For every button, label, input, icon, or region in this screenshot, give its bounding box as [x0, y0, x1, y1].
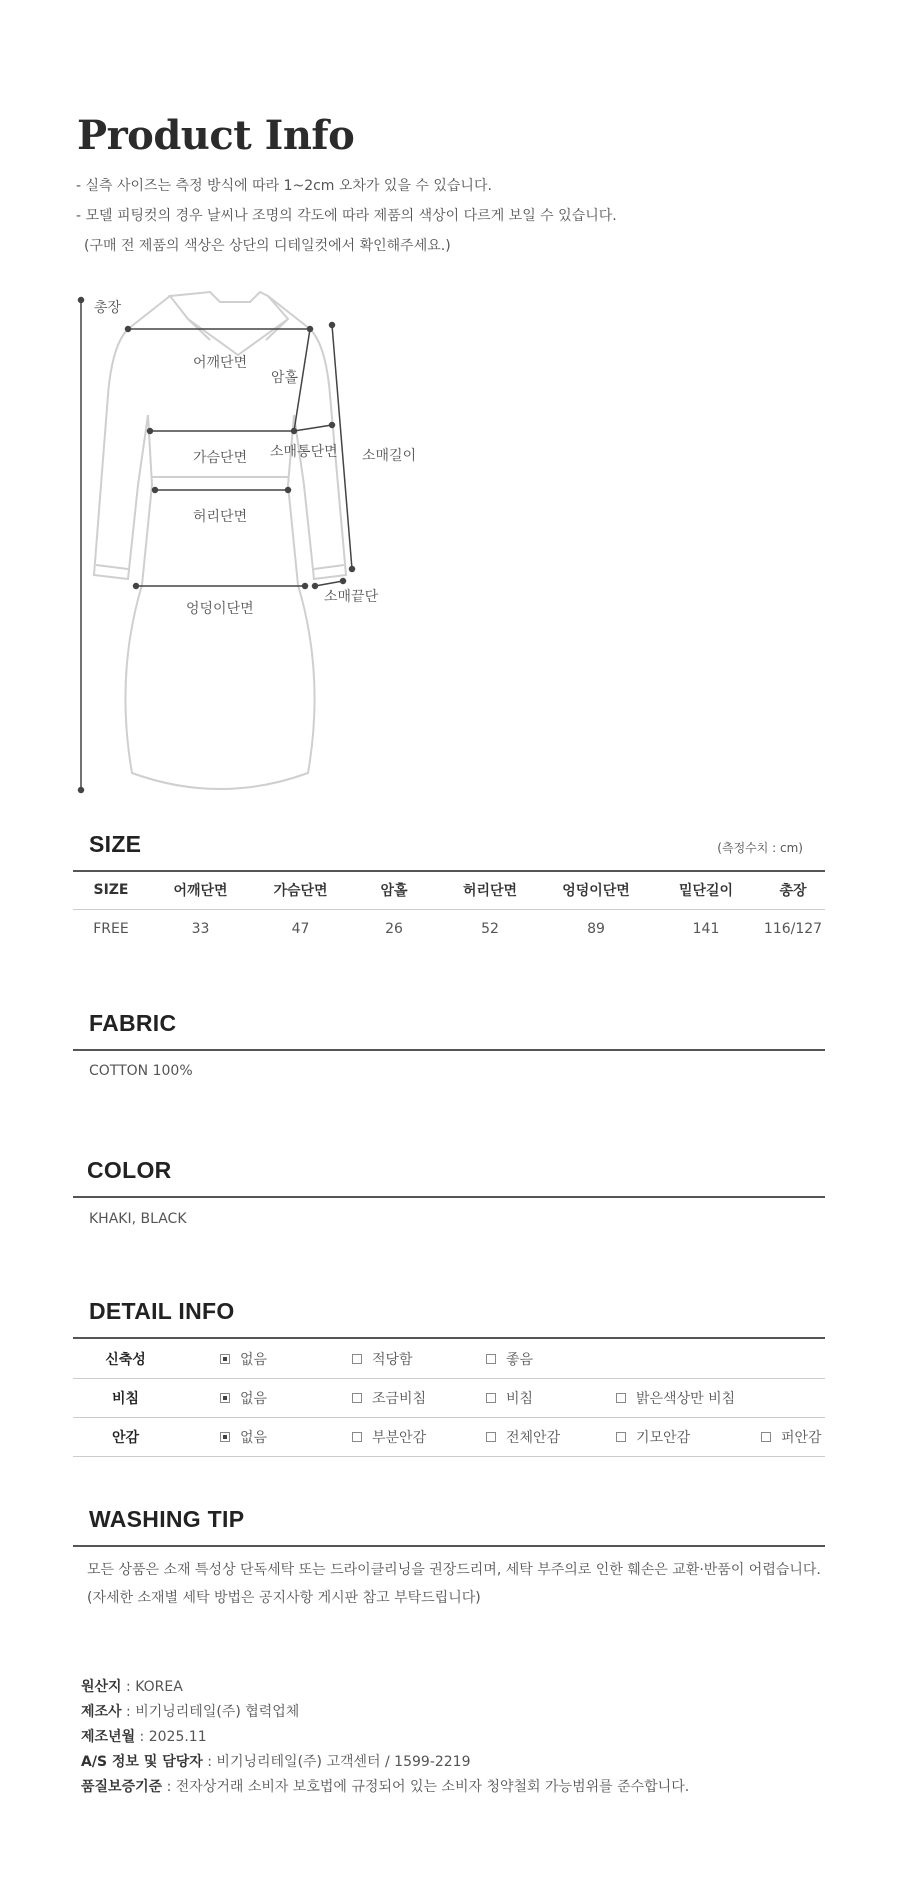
note-line: - 모델 피팅컷의 경우 날씨나 조명의 각도에 따라 제품의 색상이 다르게 보일 수 있습니다.: [76, 208, 617, 224]
option-label: 없음: [240, 1352, 268, 1368]
divider: [73, 1049, 825, 1051]
option-label: 밝은색상만 비침: [636, 1391, 736, 1407]
option-full-lining[interactable]: [486, 1427, 560, 1447]
note-line: (구매 전 제품의 색상은 상단의 디테일컷에서 확인해주세요.): [84, 238, 451, 254]
checkbox-icon[interactable]: [616, 1393, 626, 1403]
checkbox-icon[interactable]: [486, 1432, 496, 1442]
option-label: 적당함: [372, 1352, 413, 1368]
cell: 116/127: [763, 921, 823, 937]
checkbox-icon[interactable]: [352, 1393, 362, 1403]
info-manufacture-date: [81, 1727, 689, 1752]
header-cell: 총장: [761, 871, 825, 910]
option-good[interactable]: [486, 1349, 533, 1369]
option-fleece-lining[interactable]: [616, 1427, 690, 1447]
product-info-block: [81, 1677, 689, 1802]
option-label: 퍼안감: [781, 1430, 822, 1446]
info-value: : 비기닝리테일(주) 고객센터 / 1599-2219: [202, 1754, 471, 1770]
detail-label: 신축성: [73, 1340, 178, 1379]
detail-label: 비침: [73, 1379, 178, 1418]
table-header-row: [73, 871, 825, 910]
color-heading: COLOR: [87, 1157, 172, 1183]
info-quality-standard: [81, 1777, 689, 1802]
detail-table: [73, 1340, 825, 1457]
option-partial-lining[interactable]: [352, 1427, 426, 1447]
table-row: [73, 910, 825, 949]
label-waist: 허리단면: [193, 509, 248, 525]
info-manufacturer: [81, 1702, 689, 1727]
label-total-length: 총장: [94, 300, 122, 316]
washing-line: (자세한 소재별 세탁 방법은 공지사항 게시판 참고 부탁드립니다): [87, 1590, 481, 1606]
label-sleeve-width: 소매통단면: [270, 444, 338, 460]
checkbox-icon[interactable]: [486, 1354, 496, 1364]
option-label: 기모안감: [636, 1430, 691, 1446]
info-label: 품질보증기준: [81, 1779, 163, 1795]
option-none[interactable]: [220, 1349, 267, 1369]
info-origin: [81, 1677, 689, 1702]
checkbox-icon[interactable]: [352, 1432, 362, 1442]
cell: 33: [191, 921, 210, 937]
label-hip: 엉덩이단면: [186, 601, 254, 617]
header-cell: 밑단길이: [651, 871, 761, 910]
cell: 141: [692, 921, 720, 937]
option-sheer[interactable]: [486, 1388, 533, 1408]
cell: FREE: [93, 921, 129, 937]
washing-line: 모든 상품은 소재 특성상 단독세탁 또는 드라이클리닝을 권장드리며, 세탁 부주의로 인한 훼손은 교환·반품이 어렵습니다.: [87, 1562, 821, 1578]
label-sleeve-hem: 소매끝단: [324, 589, 379, 605]
detail-row-stretch: [73, 1340, 825, 1379]
option-label: 없음: [240, 1430, 268, 1446]
info-label: 제조사: [81, 1704, 122, 1720]
info-label: 제조년월: [81, 1729, 136, 1745]
size-heading: SIZE: [89, 831, 142, 857]
label-armhole: 암홀: [271, 370, 299, 386]
size-unit-note: (측정수치 : cm): [717, 841, 803, 855]
option-none[interactable]: [220, 1427, 267, 1447]
note-line: - 실측 사이즈는 측정 방식에 따라 1~2cm 오차가 있을 수 있습니다.: [76, 178, 492, 194]
cell: 26: [385, 921, 403, 937]
cell: 89: [587, 921, 605, 937]
divider: [73, 1545, 825, 1547]
label-sleeve-length: 소매길이: [362, 448, 417, 464]
washing-heading: WASHING TIP: [89, 1506, 245, 1532]
checkbox-checked-icon[interactable]: [220, 1432, 230, 1442]
checkbox-checked-icon[interactable]: [220, 1393, 230, 1403]
notes: [76, 176, 617, 266]
checkbox-checked-icon[interactable]: [220, 1354, 230, 1364]
fabric-heading: FABRIC: [89, 1010, 177, 1036]
option-label: 비침: [506, 1391, 534, 1407]
info-label: 원산지: [81, 1679, 122, 1695]
header-cell: 엉덩이단면: [541, 871, 651, 910]
measurement-diagram: [60, 285, 440, 805]
info-value: : KOREA: [121, 1679, 183, 1695]
info-value: : 전자상거래 소비자 보호법에 규정되어 있는 소비자 청약철회 가능범위를 준수합니다.: [162, 1779, 690, 1795]
header-cell: 어깨단면: [149, 871, 252, 910]
divider: [73, 1337, 825, 1339]
header-cell: SIZE: [73, 871, 149, 910]
option-label: 전체안감: [506, 1430, 561, 1446]
checkbox-icon[interactable]: [616, 1432, 626, 1442]
detail-row-lining: [73, 1418, 825, 1457]
detail-label: 안감: [73, 1418, 178, 1457]
option-label: 없음: [240, 1391, 268, 1407]
page-title: Product Info: [77, 112, 355, 159]
option-fur-lining[interactable]: [761, 1427, 822, 1447]
option-light-colors-sheer[interactable]: [616, 1388, 735, 1408]
info-as-contact: [81, 1752, 689, 1777]
option-none[interactable]: [220, 1388, 267, 1408]
info-value: : 2025.11: [135, 1729, 207, 1745]
washing-text: [87, 1560, 821, 1616]
info-value: : 비기닝리테일(주) 협력업체: [121, 1704, 300, 1720]
size-table: [73, 871, 825, 948]
detail-heading: DETAIL INFO: [89, 1298, 235, 1324]
header-cell: 가슴단면: [252, 871, 349, 910]
cell: 47: [291, 921, 310, 937]
color-value: KHAKI, BLACK: [89, 1211, 187, 1227]
detail-row-sheer: [73, 1379, 825, 1418]
label-chest: 가슴단면: [193, 450, 248, 466]
info-label: A/S 정보 및 담당자: [81, 1754, 203, 1770]
checkbox-icon[interactable]: [352, 1354, 362, 1364]
divider: [73, 1196, 825, 1198]
option-label: 부분안감: [372, 1430, 427, 1446]
option-slightly-sheer[interactable]: [352, 1388, 426, 1408]
label-shoulder: 어깨단면: [193, 355, 248, 371]
cell: 52: [481, 921, 499, 937]
option-moderate[interactable]: [352, 1349, 413, 1369]
header-cell: 암홀: [349, 871, 439, 910]
fabric-value: COTTON 100%: [89, 1063, 193, 1079]
option-label: 좋음: [506, 1352, 534, 1368]
checkbox-icon[interactable]: [761, 1432, 771, 1442]
option-label: 조금비침: [372, 1391, 427, 1407]
checkbox-icon[interactable]: [486, 1393, 496, 1403]
header-cell: 허리단면: [439, 871, 541, 910]
